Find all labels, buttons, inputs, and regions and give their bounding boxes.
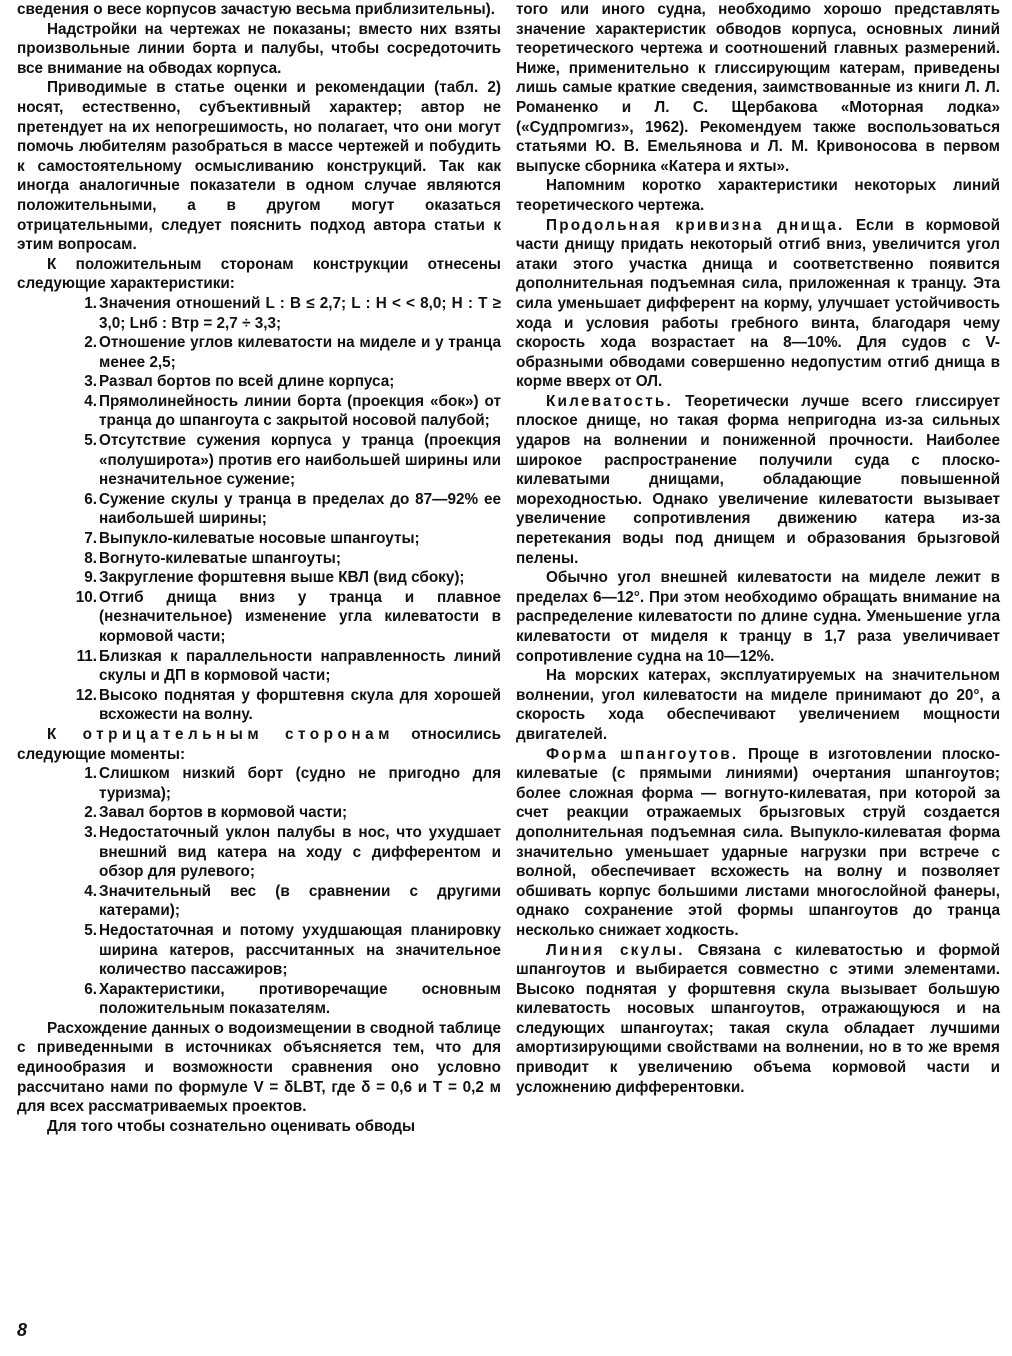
- paragraph: [17, 725, 501, 764]
- paragraph: того или иного судна, необходимо хорошо представлять значение характеристик обводов корпуса, основных линий теоретического чертежа и соотношений главных размерений. Ниже, применительно к глиссирующим катерам, приведены лишь самые краткие сведения, заимствованные из книги Л. Л. Романенко и Л. С. Щербакова «Моторная лодка» («Судпромгиз», 1962). Рекомендуем также воспользоваться статьями Ю. В. Емельянова и Л. М. Кривоносова в первом выпуске сборника «Катера и яхты».: [516, 1, 1000, 175]
- list-number: 1.: [84, 294, 97, 312]
- paragraph-text: Если в кормовой части днищу придать некоторый отгиб вниз, увеличится угол атаки этого участка днища и соответственно появится дополнительная подъемная сила, приложенная к транцу. Эта сила уменьшает дифферент на корму, улучшает устойчивость хода и условия работы гребного винта, благодаря чему скорость хода возрастает на 8—10%. Для судов с V-образными обводами совершенно недопустим отгиб днища в корме вверх от ОЛ.: [516, 216, 1000, 391]
- list-text: Недостаточный уклон палубы в нос, что ухудшает внешний вид катера на ходу с дифферентом и обзор для рулевого;: [99, 823, 501, 881]
- list-item: [17, 764, 501, 803]
- list-number: 4.: [84, 882, 97, 900]
- list-item: [17, 823, 501, 882]
- list-number: 11.: [76, 647, 97, 665]
- paragraph: Напомним коротко характеристики некоторых линий теоретического чертежа.: [516, 177, 1000, 214]
- list-number: 2.: [84, 804, 97, 822]
- list-text: Отгиб днища вниз у транца и плавное (незначительное) изменение угла килеватости в кормовой части;: [99, 588, 501, 645]
- list-number: 6.: [84, 980, 97, 998]
- list-number: 12.: [75, 686, 97, 704]
- list-item: [17, 647, 501, 686]
- list-text: Отсутствие сужения корпуса у транца (проекция «полуширота») против его наибольшей ширины или незначительное сужение;: [99, 432, 501, 489]
- list-text: Характеристики, противоречащие основным положительным показателям.: [99, 980, 501, 1018]
- paragraph-text: Связана с килеватостью и формой шпангоутов и выбирается совместно с этими элементами. Высоко поднятая у форштевня скула вызывает большую килеватость носовых шпангоутов, отражающуюся и на следующих шпангоутах; такая скула обладает лучшими амортизирующими свойствами на волнении, но в то же время приводит к увеличению объема кормовой части и усложнению дифферентовки.: [516, 941, 1001, 1096]
- list-number: 9.: [84, 569, 97, 587]
- list-number: 5.: [84, 432, 97, 450]
- list-item: [17, 588, 501, 647]
- paragraph: На морских катерах, эксплуатируемых на значительном волнении, угол килеватости на миделе принимают до 20°, а скорость хода обеспечивают увеличением мощности двигателей.: [516, 667, 1000, 743]
- paragraph-text: относились следующие моменты:: [17, 725, 501, 763]
- section-heading: Продольная кривизна днища.: [546, 216, 845, 234]
- list-item: [17, 882, 501, 921]
- right-column: [516, 0, 1000, 1097]
- list-number: 1.: [84, 765, 97, 783]
- paragraph: Для того чтобы сознательно оценивать обводы: [47, 1117, 416, 1135]
- list-text: Отношение углов килеватости на миделе и у транца менее 2,5;: [99, 334, 501, 371]
- list-text: Слишком низкий борт (судно не пригодно для туризма);: [99, 765, 501, 802]
- list-item: [17, 431, 501, 490]
- section-heading: Линия скулы.: [546, 941, 685, 959]
- list-item: [17, 490, 501, 529]
- list-number: 8.: [84, 549, 97, 567]
- list-text: Развал бортов по всей длине корпуса;: [99, 373, 395, 391]
- paragraph-text: Теоретически лучше всего глиссирует плоское днище, но такая форма непригодна из-за сильных ударов на волнении и пониженной прочности. Наиболее широкое распространение получили суда с плоско-килеватыми днищами, обладающие повышенной мореходностью. Однако увеличение килеватости вызывает увеличение сопротивления движению катера из-за перетекания воды под днищем и образования брызговой пелены.: [516, 392, 1000, 567]
- paragraph-text: Проще в изготовлении плоско-килеватые (с прямыми линиями) очертания шпангоутов; более сложная форма — вогнуто-килеватая, при которой за счет реакции отражаемых брызговых струй создается дополнительная подъемная сила. Выпукло-килеватая форма значительно уменьшает ударные нагрузки при встрече с волной, обеспечивает всхожесть на волну и позволяет обшивать корпус большими листами многослойной фанеры, однако сохранение этой формы шпангоутов до транца несколько снижает ходкость.: [516, 745, 1001, 939]
- page-number: 8: [17, 1320, 28, 1340]
- list-number: 10.: [75, 588, 97, 606]
- list-number: 5.: [84, 921, 97, 939]
- paragraph: сведения о весе корпусов зачастую весьма приблизительны).: [17, 1, 495, 18]
- list-number: 6.: [84, 490, 97, 508]
- list-item: [17, 294, 501, 333]
- list-text: Значения отношений L : B ≤ 2,7; L : H < < 8,0; H : T ≥ 3,0; Lнб : Bтр = 2,7 ÷ 3,3;: [99, 294, 501, 332]
- spaced-phrase: К отрицательным сторонам: [47, 725, 394, 743]
- section-heading: Форма шпангоутов.: [546, 745, 739, 763]
- list-item: [17, 568, 501, 588]
- list-text: Вогнуто-килеватые шпангоуты;: [99, 549, 341, 567]
- list-number: 4.: [84, 392, 97, 410]
- paragraph: Надстройки на чертежах не показаны; вместо них взяты произвольные линии борта и палубы, чтобы сосредоточить все внимание на обводах корпуса.: [17, 20, 501, 77]
- list-item: [17, 980, 501, 1019]
- paragraph: Расхождение данных о водоизмещении в сводной таблице с приведенными в источниках объясняется тем, что для единообразия и возможности сравнения оно условно рассчитано нами по формуле V = δLBT, где δ = 0,6 и T = 0,2 м для всех рассматриваемых проектов.: [17, 1019, 501, 1116]
- list-text: Сужение скулы у транца в пределах до 87—92% ее наибольшей ширины;: [99, 490, 501, 528]
- list-item: [17, 529, 501, 549]
- negative-list: [17, 764, 501, 1019]
- list-item: [17, 803, 501, 823]
- list-text: Значительный вес (в сравнении с другими катерами);: [99, 882, 501, 920]
- list-text: Прямолинейность линии борта (проекция «бок») от транца до шпангоута с закрытой носовой палубой;: [99, 392, 501, 430]
- list-text: Закругление форштевня выше КВЛ (вид сбоку);: [99, 569, 465, 587]
- list-item: [17, 686, 501, 725]
- left-column: [17, 0, 501, 1136]
- list-text: Близкая к параллельности направленность линий скулы и ДП в кормовой части;: [99, 647, 501, 685]
- positive-list: [17, 294, 501, 725]
- paragraph: Обычно угол внешней килеватости на миделе лежит в пределах 6—12°. При этом необходимо обращать внимание на распределение килеватости по длине судна. Уменьшение угла килеватости от миделя к транцу в 1,7 раза увеличивает сопротивление судна на 10—12%.: [516, 569, 1000, 665]
- paragraph: [516, 216, 1000, 392]
- section-heading: Килеватость.: [546, 392, 673, 410]
- paragraph: [516, 745, 1000, 941]
- paragraph: К положительным сторонам конструкции отнесены следующие характеристики:: [17, 255, 501, 293]
- paragraph: [516, 392, 1000, 568]
- list-text: Недостаточная и потому ухудшающая планировку ширина катеров, рассчитанных на значительное количество пассажиров;: [99, 921, 501, 979]
- paragraph: [516, 941, 1000, 1098]
- list-item: [17, 392, 501, 431]
- list-text: Завал бортов в кормовой части;: [99, 804, 348, 822]
- list-number: 3.: [84, 373, 97, 391]
- list-number: 3.: [84, 823, 97, 841]
- paragraph: Приводимые в статье оценки и рекомендации (табл. 2) носят, естественно, субъективный характер; автор не претендует на их непогрешимость, но полагает, что они могут помочь любителям разобраться в массе чертежей и побудить к самостоятельному осмысливанию конструкций. Так как иногда аналогичные показатели в одном случае являются положительными, а в другом могут оказаться отрицательными, следует пояснить подход автора статьи к этим вопросам.: [17, 79, 501, 254]
- list-text: Высоко поднятая у форштевня скула для хорошей всхожести на волну.: [99, 686, 501, 724]
- list-item: [17, 549, 501, 569]
- list-text: Выпукло-килеватые носовые шпангоуты;: [99, 530, 420, 548]
- list-item: [17, 921, 501, 980]
- list-item: [17, 333, 501, 372]
- list-number: 2.: [84, 334, 97, 352]
- list-item: [17, 372, 501, 392]
- list-number: 7.: [84, 530, 97, 548]
